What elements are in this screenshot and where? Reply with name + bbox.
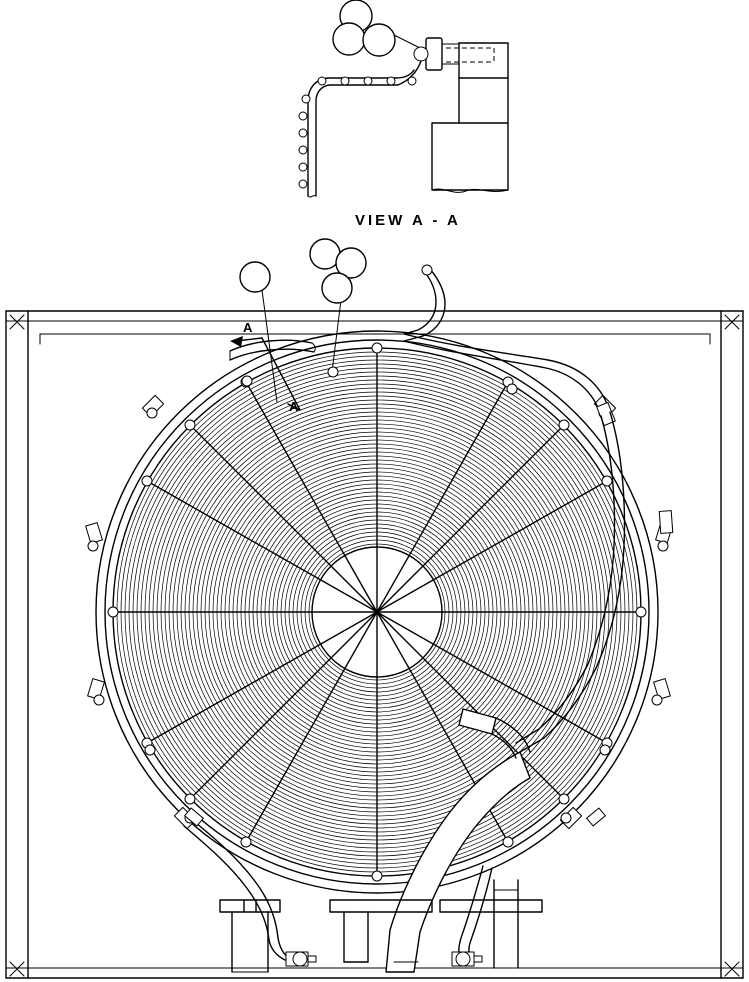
frame-corner-br bbox=[725, 962, 739, 976]
view-a-a-caption: VIEW A - A bbox=[355, 212, 461, 229]
lower-right-hose-nut bbox=[456, 952, 470, 966]
bottom-mounting-brackets bbox=[220, 880, 542, 972]
tube-bead-1 bbox=[318, 77, 326, 85]
section-letter-bottom-label: A bbox=[289, 399, 299, 414]
view-a-a-detail bbox=[299, 0, 508, 197]
upper-right-hose bbox=[404, 265, 615, 426]
tube-bead-11 bbox=[299, 180, 307, 188]
balloon-leader-1 bbox=[262, 290, 277, 402]
bracket-right-plate bbox=[440, 900, 542, 912]
lower-left-hose-nipple bbox=[308, 956, 316, 962]
balloon-detail-2 bbox=[333, 23, 365, 55]
tube-bead-10 bbox=[299, 163, 307, 171]
frame-corner-tl bbox=[10, 315, 24, 329]
header-tank-outline bbox=[432, 43, 508, 190]
outlet-hose-neck-2 bbox=[492, 734, 516, 758]
tube-bead-8 bbox=[299, 129, 307, 137]
bracket-right-legs bbox=[494, 912, 518, 968]
detail-tube-inner bbox=[308, 70, 414, 196]
hose-clamp-right-mid bbox=[659, 511, 673, 534]
tube-bead-4 bbox=[387, 77, 395, 85]
detail-tube-break bbox=[308, 196, 316, 197]
balloon-main-1 bbox=[240, 262, 270, 292]
fitting-neck bbox=[442, 44, 459, 64]
frame-corner-bl bbox=[10, 962, 24, 976]
fitting-nut bbox=[414, 47, 428, 61]
balloon-main-4 bbox=[322, 273, 352, 303]
tube-bead-7 bbox=[299, 112, 307, 120]
lower-right-hose-nipple bbox=[474, 956, 482, 962]
lower-right-hose-inner bbox=[469, 868, 492, 958]
lower-left-hose-nut bbox=[293, 952, 307, 966]
bracket-mid-legs-left bbox=[344, 912, 368, 962]
tube-bead-3 bbox=[364, 77, 372, 85]
balloon-detail-3 bbox=[363, 24, 395, 56]
tube-bead-6 bbox=[302, 95, 310, 103]
hose-upper-right-end bbox=[422, 265, 432, 275]
tube-bead-9 bbox=[299, 146, 307, 154]
bracket-left-ribs bbox=[244, 900, 256, 912]
hose-upper-right-outer bbox=[404, 271, 436, 334]
tube-bead-5 bbox=[408, 77, 416, 85]
bracket-right-uprights bbox=[494, 880, 518, 912]
leader-target-node bbox=[328, 367, 338, 377]
section-arrow-head-top bbox=[230, 336, 243, 347]
frame-corner-tr bbox=[725, 315, 739, 329]
section-letter-top-label: A bbox=[243, 320, 253, 335]
bracket-left-legs bbox=[232, 912, 268, 972]
tube-bead-2 bbox=[341, 77, 349, 85]
hose-upper-right-inner bbox=[404, 269, 445, 341]
frame-crossbar-ends bbox=[40, 334, 710, 344]
main-coil-view bbox=[6, 239, 743, 978]
